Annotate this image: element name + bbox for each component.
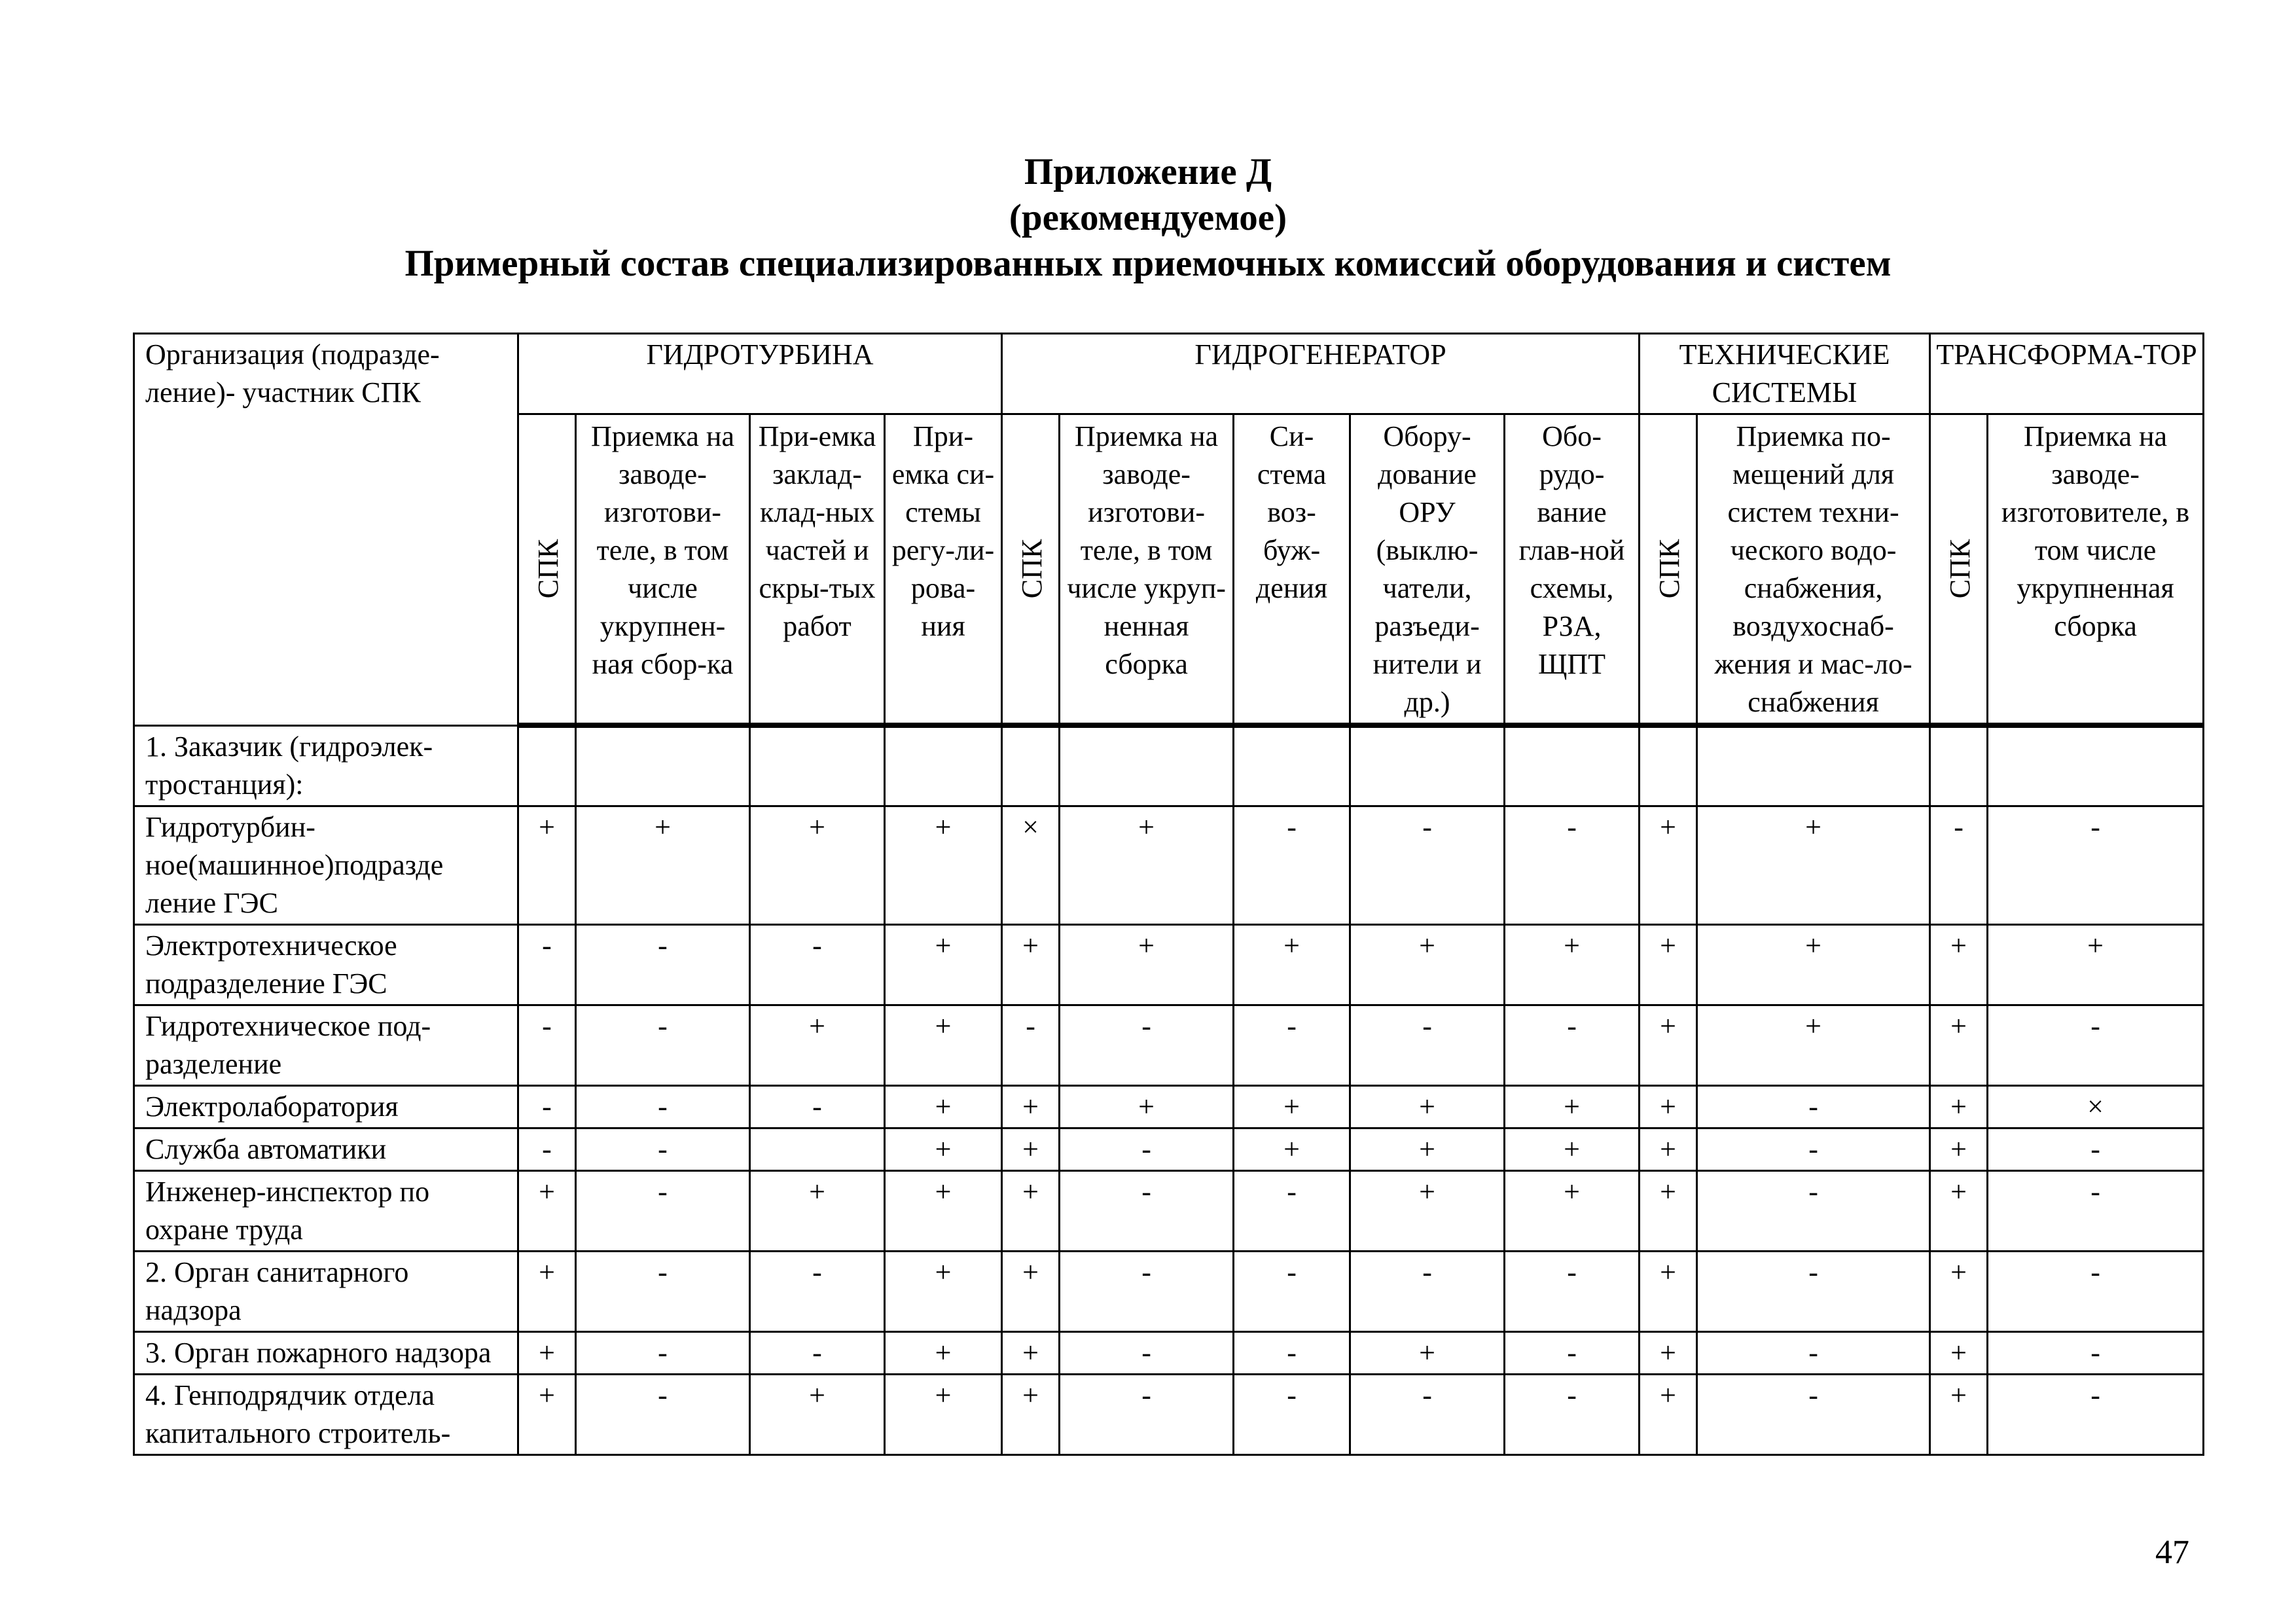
mark-cell: + bbox=[885, 1005, 1002, 1085]
page-number: 47 bbox=[2155, 1534, 2189, 1571]
mark-cell: + bbox=[1640, 1128, 1697, 1170]
column-header: При-емка заклад-клад-ных частей и скры-тых работ bbox=[750, 414, 885, 726]
mark-cell: + bbox=[1697, 806, 1930, 924]
mark-cell: + bbox=[1002, 1128, 1060, 1170]
column-header: Приемка по-мещений для систем техни-ческого водо-снабжения, воздухоснаб-жения и мас-ло-снабжения bbox=[1697, 414, 1930, 726]
org-name-cell: Гидротехническое под-разделение bbox=[134, 1005, 518, 1085]
table-row bbox=[134, 725, 2204, 806]
mark-cell: + bbox=[1930, 1374, 1988, 1454]
mark-cell: - bbox=[750, 1251, 885, 1331]
mark-cell: + bbox=[1640, 1005, 1697, 1085]
mark-cell: + bbox=[1640, 1170, 1697, 1251]
mark-cell bbox=[518, 725, 576, 806]
mark-cell: - bbox=[750, 924, 885, 1005]
mark-cell: + bbox=[518, 1331, 576, 1374]
mark-cell: - bbox=[1002, 1005, 1060, 1085]
mark-cell bbox=[576, 725, 750, 806]
mark-cell: - bbox=[1505, 1374, 1640, 1454]
mark-cell bbox=[1234, 725, 1350, 806]
mark-cell bbox=[1697, 725, 1930, 806]
commission-table bbox=[133, 333, 2204, 1456]
group-header-transformer: ТРАНСФОРМА-ТОР bbox=[1930, 334, 2204, 414]
mark-cell: + bbox=[1350, 1170, 1505, 1251]
mark-cell: - bbox=[1060, 1128, 1234, 1170]
column-header-label: СПК bbox=[1653, 539, 1686, 599]
mark-cell: + bbox=[885, 1331, 1002, 1374]
mark-cell: - bbox=[518, 1085, 576, 1128]
column-header-spk bbox=[1640, 414, 1697, 726]
mark-cell: - bbox=[576, 1005, 750, 1085]
mark-cell: - bbox=[1505, 1251, 1640, 1331]
mark-cell: - bbox=[1234, 1005, 1350, 1085]
mark-cell: - bbox=[576, 1085, 750, 1128]
mark-cell: - bbox=[1350, 1005, 1505, 1085]
org-name-cell: 4. Генподрядчик отдела капитального строитель- bbox=[134, 1374, 518, 1454]
mark-cell: + bbox=[1930, 1005, 1988, 1085]
mark-cell: - bbox=[1930, 806, 1988, 924]
mark-cell: + bbox=[1002, 1374, 1060, 1454]
mark-cell: - bbox=[576, 1374, 750, 1454]
mark-cell: - bbox=[518, 1005, 576, 1085]
mark-cell: + bbox=[1002, 1170, 1060, 1251]
column-header: Обору-дование ОРУ (выклю-чатели, разъеди-нители и др.) bbox=[1350, 414, 1505, 726]
mark-cell bbox=[750, 1128, 885, 1170]
mark-cell: + bbox=[1060, 1085, 1234, 1128]
table-row bbox=[134, 1128, 2204, 1170]
table-row bbox=[134, 1251, 2204, 1331]
org-header: Организация (подразде-ление)- участник СПК bbox=[134, 334, 518, 726]
mark-cell: - bbox=[1697, 1374, 1930, 1454]
mark-cell: - bbox=[1350, 1251, 1505, 1331]
mark-cell: - bbox=[1697, 1331, 1930, 1374]
mark-cell bbox=[1060, 725, 1234, 806]
table-row bbox=[134, 1331, 2204, 1374]
mark-cell bbox=[1988, 725, 2204, 806]
appendix-title bbox=[0, 149, 2296, 287]
mark-cell: - bbox=[750, 1331, 885, 1374]
mark-cell: - bbox=[1697, 1128, 1930, 1170]
mark-cell: + bbox=[1234, 1085, 1350, 1128]
mark-cell: × bbox=[1988, 1085, 2204, 1128]
column-header-label: СПК bbox=[1016, 539, 1049, 599]
mark-cell: - bbox=[750, 1085, 885, 1128]
mark-cell: + bbox=[1640, 806, 1697, 924]
mark-cell: - bbox=[1505, 806, 1640, 924]
mark-cell: - bbox=[576, 1251, 750, 1331]
mark-cell: - bbox=[1697, 1251, 1930, 1331]
column-header-spk bbox=[1002, 414, 1060, 726]
mark-cell: + bbox=[1002, 1331, 1060, 1374]
mark-cell: + bbox=[885, 806, 1002, 924]
mark-cell: - bbox=[1060, 1005, 1234, 1085]
org-name-cell: 2. Орган санитарного надзора bbox=[134, 1251, 518, 1331]
mark-cell: + bbox=[750, 806, 885, 924]
mark-cell: + bbox=[1697, 1005, 1930, 1085]
column-header: Обо-рудо-вание глав-ной схемы, РЗА, ЩПТ bbox=[1505, 414, 1640, 726]
appendix-subtitle: (рекомендуемое) bbox=[1009, 197, 1287, 238]
mark-cell: - bbox=[576, 1128, 750, 1170]
mark-cell: - bbox=[576, 1170, 750, 1251]
mark-cell bbox=[1640, 725, 1697, 806]
org-name-cell: Электролаборатория bbox=[134, 1085, 518, 1128]
mark-cell: - bbox=[1505, 1005, 1640, 1085]
mark-cell: + bbox=[1002, 924, 1060, 1005]
mark-cell: + bbox=[518, 806, 576, 924]
mark-cell: + bbox=[1234, 924, 1350, 1005]
mark-cell bbox=[885, 725, 1002, 806]
mark-cell: + bbox=[1350, 1331, 1505, 1374]
column-header: Приемка на заводе-изготови-теле, в том числе укруп-ненная сборка bbox=[1060, 414, 1234, 726]
column-header-spk bbox=[518, 414, 576, 726]
mark-cell: - bbox=[1988, 1005, 2204, 1085]
mark-cell: + bbox=[1505, 1128, 1640, 1170]
mark-cell: - bbox=[518, 924, 576, 1005]
column-header-spk bbox=[1930, 414, 1988, 726]
mark-cell bbox=[750, 725, 885, 806]
mark-cell: + bbox=[1930, 1128, 1988, 1170]
mark-cell: - bbox=[1060, 1331, 1234, 1374]
mark-cell: - bbox=[1697, 1170, 1930, 1251]
org-name-cell: Электротехническое подразделение ГЭС bbox=[134, 924, 518, 1005]
mark-cell: - bbox=[1350, 806, 1505, 924]
column-header: Си-стема воз-буж-дения bbox=[1234, 414, 1350, 726]
mark-cell: + bbox=[1060, 806, 1234, 924]
mark-cell: + bbox=[576, 806, 750, 924]
mark-cell: + bbox=[885, 1128, 1002, 1170]
org-name-cell: Инженер-инспектор по охране труда bbox=[134, 1170, 518, 1251]
group-header-row bbox=[134, 334, 2204, 414]
mark-cell: - bbox=[1988, 1331, 2204, 1374]
mark-cell: - bbox=[1988, 1170, 2204, 1251]
table-row bbox=[134, 806, 2204, 924]
mark-cell: + bbox=[518, 1251, 576, 1331]
mark-cell: - bbox=[1988, 1128, 2204, 1170]
mark-cell: + bbox=[1640, 1251, 1697, 1331]
mark-cell: + bbox=[750, 1374, 885, 1454]
org-name-cell: 3. Орган пожарного надзора bbox=[134, 1331, 518, 1374]
mark-cell: - bbox=[1234, 1331, 1350, 1374]
mark-cell: - bbox=[1988, 1251, 2204, 1331]
column-header: Приемка на заводе-изготовителе, в том числе укрупненная сборка bbox=[1988, 414, 2204, 726]
mark-cell: + bbox=[750, 1170, 885, 1251]
table-row bbox=[134, 924, 2204, 1005]
mark-cell bbox=[1930, 725, 1988, 806]
mark-cell: + bbox=[1640, 1085, 1697, 1128]
mark-cell: - bbox=[1988, 1374, 2204, 1454]
mark-cell: + bbox=[1002, 1251, 1060, 1331]
mark-cell: + bbox=[885, 1374, 1002, 1454]
mark-cell: - bbox=[1234, 806, 1350, 924]
mark-cell: + bbox=[1505, 924, 1640, 1005]
mark-cell: + bbox=[1930, 1331, 1988, 1374]
mark-cell: - bbox=[1060, 1251, 1234, 1331]
table-body bbox=[134, 725, 2204, 1454]
mark-cell: + bbox=[750, 1005, 885, 1085]
mark-cell: + bbox=[885, 1251, 1002, 1331]
mark-cell: + bbox=[1640, 1374, 1697, 1454]
mark-cell: + bbox=[518, 1374, 576, 1454]
mark-cell: + bbox=[1505, 1170, 1640, 1251]
mark-cell: - bbox=[518, 1128, 576, 1170]
mark-cell: + bbox=[1988, 924, 2204, 1005]
appendix-title-line: Приложение Д bbox=[1024, 151, 1272, 192]
mark-cell: - bbox=[1505, 1331, 1640, 1374]
mark-cell: - bbox=[1988, 806, 2204, 924]
mark-cell: - bbox=[1060, 1170, 1234, 1251]
mark-cell: + bbox=[885, 1085, 1002, 1128]
mark-cell: - bbox=[1350, 1374, 1505, 1454]
org-name-cell: Служба автоматики bbox=[134, 1128, 518, 1170]
mark-cell: - bbox=[576, 924, 750, 1005]
mark-cell: + bbox=[1350, 924, 1505, 1005]
table-row bbox=[134, 1005, 2204, 1085]
mark-cell: + bbox=[1640, 1331, 1697, 1374]
mark-cell: + bbox=[518, 1170, 576, 1251]
mark-cell: + bbox=[1350, 1085, 1505, 1128]
mark-cell: + bbox=[1930, 1170, 1988, 1251]
group-header-hydrogenerator: ГИДРОГЕНЕРАТОР bbox=[1002, 334, 1640, 414]
mark-cell bbox=[1505, 725, 1640, 806]
table-row bbox=[134, 1085, 2204, 1128]
mark-cell: + bbox=[1234, 1128, 1350, 1170]
mark-cell bbox=[1350, 725, 1505, 806]
mark-cell: + bbox=[1640, 924, 1697, 1005]
mark-cell: - bbox=[1234, 1374, 1350, 1454]
mark-cell: - bbox=[576, 1331, 750, 1374]
mark-cell: - bbox=[1234, 1170, 1350, 1251]
column-header: Приемка на заводе-изготови-теле, в том числе укрупнен-ная сбор-ка bbox=[576, 414, 750, 726]
mark-cell: + bbox=[1697, 924, 1930, 1005]
mark-cell: + bbox=[1002, 1085, 1060, 1128]
group-header-technical-systems: ТЕХНИЧЕСКИЕ СИСТЕМЫ bbox=[1640, 334, 1930, 414]
mark-cell: + bbox=[1060, 924, 1234, 1005]
mark-cell: + bbox=[885, 1170, 1002, 1251]
mark-cell: × bbox=[1002, 806, 1060, 924]
column-header: При-емка си-стемы регу-ли-рова-ния bbox=[885, 414, 1002, 726]
mark-cell: - bbox=[1234, 1251, 1350, 1331]
mark-cell: + bbox=[1505, 1085, 1640, 1128]
table-row bbox=[134, 1170, 2204, 1251]
mark-cell: + bbox=[1930, 1251, 1988, 1331]
appendix-heading: Примерный состав специализированных приемочных комиссий оборудования и систем bbox=[404, 243, 1892, 284]
org-name-cell: 1. Заказчик (гидроэлек-тростанция): bbox=[134, 725, 518, 806]
mark-cell: + bbox=[1930, 1085, 1988, 1128]
mark-cell: - bbox=[1697, 1085, 1930, 1128]
mark-cell: + bbox=[1350, 1128, 1505, 1170]
column-header-label: СПК bbox=[1944, 539, 1977, 599]
mark-cell: - bbox=[1060, 1374, 1234, 1454]
mark-cell: + bbox=[885, 924, 1002, 1005]
group-header-hydroturbine: ГИДРОТУРБИНА bbox=[518, 334, 1002, 414]
column-header-label: СПК bbox=[532, 539, 565, 599]
mark-cell: + bbox=[1930, 924, 1988, 1005]
table-row bbox=[134, 1374, 2204, 1454]
org-name-cell: Гидротурбин-ное(машинное)подразде ление ГЭС bbox=[134, 806, 518, 924]
mark-cell bbox=[1002, 725, 1060, 806]
